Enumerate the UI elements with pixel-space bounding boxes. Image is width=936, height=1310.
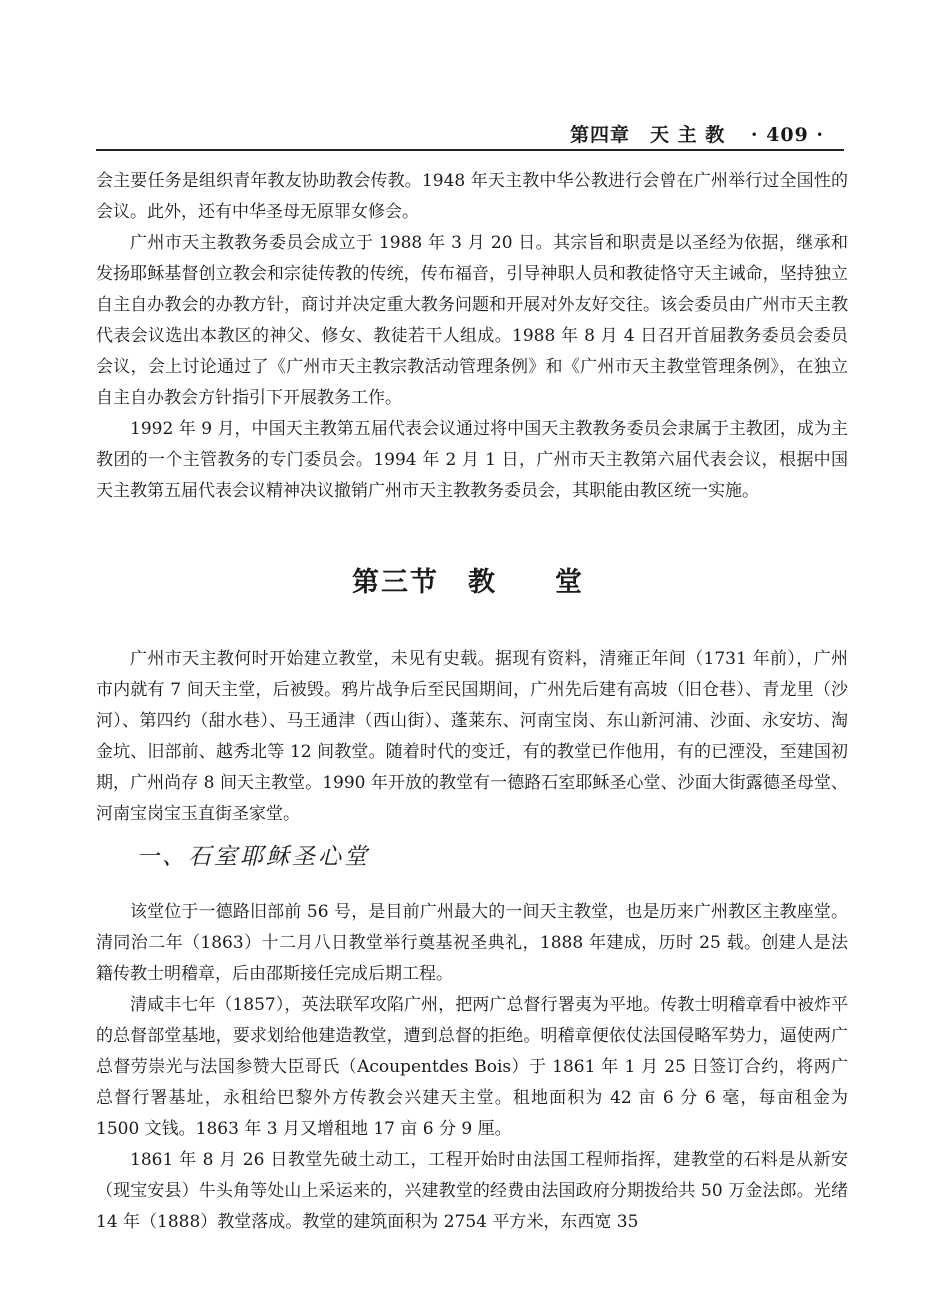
running-header xyxy=(570,120,824,147)
section-intro xyxy=(96,644,848,830)
chapter-title: 第四章 天 主 教 xyxy=(570,124,726,146)
body-text-top xyxy=(96,166,848,507)
section-title: 第三节 教 堂 xyxy=(352,567,584,598)
paragraph: 会主要任务是组织青年教友协助教会传教。1948 年天主教中华公教进行会曾在广州举行过全国性的会议。此外，还有中华圣母无原罪女修会。 xyxy=(96,171,848,222)
paragraph: 广州市天主教教务委员会成立于 1988 年 3 月 20 日。其宗旨和职责是以圣经为依据，继承和发扬耶稣基督创立教会和宗徒传教的传统，传布福音，引导神职人员和教徒恪守天主诫命，坚持独立自主自办教会的办教方针，商讨并决定重大教务问题和开展对外友好交往。该会委员由广州市天主教代表会议选出本教区的神父、修女、教徒若干人组成。1988 年 8 月 4 日召开首届教务委员会委员会议，会上讨论通过了《广州市天主教宗教活动管理条例》和《广州市天主教堂管理条例》，在独立自主自办教会方针指引下开展教务工作。 xyxy=(96,233,848,408)
paragraph: 1992 年 9 月，中国天主教第五届代表会议通过将中国天主教教务委员会隶属于主教团，成为主教团的一个主管教务的专门委员会。1994 年 2 月 1 日，广州市天主教第六届代表会议，根据中国天主教第五届代表会议精神决议撤销广州市天主教教务委员会，其职能由教区统一实施。 xyxy=(96,419,848,501)
body-text-bottom xyxy=(96,897,848,1238)
paragraph: 广州市天主教何时开始建立教堂，未见有史载。据现有资料，清雍正年间（1731 年前），广州市内就有 7 间天主堂，后被毁。鸦片战争后至民国期间，广州先后建有高坡（旧仓巷）、青龙里（沙河）、第四约（甜水巷）、马王通津（西山街）、蓬莱东、河南宝岗、东山新河浦、沙面、永安坊、淘金坑、旧部前、越秀北等 12 间教堂。随着时代的变迁，有的教堂已作他用，有的已湮没，至建国初期，广州尚存 8 间天主教堂。1990 年开放的教堂有一德路石室耶稣圣心堂、沙面大街露德圣母堂、河南宝岗宝玉直街圣家堂。 xyxy=(96,649,848,824)
subsection-title: 一、石室耶稣圣心堂 xyxy=(136,844,370,870)
paragraph: 1861 年 8 月 26 日教堂先破土动工，工程开始时由法国工程师指挥，建教堂的石料是从新安（现宝安县）牛头角等处山上采运来的，兴建教堂的经费由法国政府分期拨给共 50 万金法郎。光绪 14 年（1888）教堂落成。教堂的建筑面积为 2754 平方米，东西宽 35 xyxy=(96,1150,848,1232)
header-rule xyxy=(96,149,844,151)
paragraph: 清咸丰七年（1857），英法联军攻陷广州，把两广总督行署夷为平地。传教士明稽章看中被炸平的总督部堂基地，要求划给他建造教堂，遭到总督的拒绝。明稽章便依仗法国侵略军势力，逼使两广总督劳崇光与法国参赞大臣哥氏（Acoupentdes Bois）于 1861 年 1 月 25 日签订合约，将两广总督行署基址，永租给巴黎外方传教会兴建天主堂。租地面积为 42 亩 6 分 6 毫，每亩租金为 1500 文钱。1863 年 3 月又增租地 17 亩 6 分 9 厘。 xyxy=(96,995,848,1139)
paragraph: 该堂位于一德路旧部前 56 号，是目前广州最大的一间天主教堂，也是历来广州教区主教座堂。清同治二年（1863）十二月八日教堂举行奠基祝圣典礼，1888 年建成，历时 25 载。创建人是法籍传教士明稽章，后由邵斯接任完成后期工程。 xyxy=(96,902,848,984)
page-number: · 409 · xyxy=(750,124,824,146)
